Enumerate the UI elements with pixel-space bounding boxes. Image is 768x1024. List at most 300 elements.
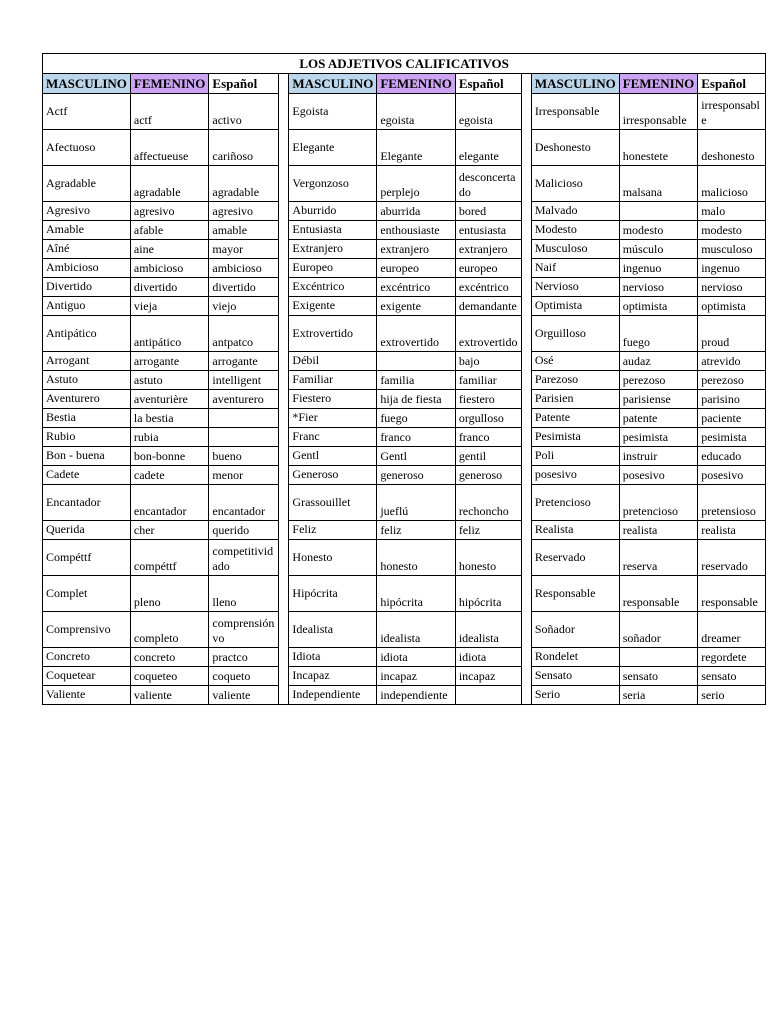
espanol-cell [209,428,279,447]
femenino-cell: generoso [377,466,456,485]
femenino-cell: arrogante [130,352,209,371]
table-row [43,278,766,297]
femenino-cell: audaz [619,352,698,371]
femenino-cell: parisiense [619,390,698,409]
espanol-cell: proud [698,316,766,352]
column-spacer [521,221,531,240]
espanol-cell: agradable [209,166,279,202]
femenino-cell: antipático [130,316,209,352]
espanol-cell: nervioso [698,278,766,297]
column-spacer [279,221,289,240]
espanol-cell: feliz [455,521,521,540]
femenino-cell: músculo [619,240,698,259]
column-spacer [521,521,531,540]
espanol-cell: responsable [698,576,766,612]
espanol-cell: encantador [209,485,279,521]
column-spacer [279,202,289,221]
masculino-cell: Concreto [43,648,131,667]
masculino-cell: Vergonzoso [289,166,377,202]
espanol-cell: malicioso [698,166,766,202]
masculino-cell: Incapaz [289,667,377,686]
column-spacer [279,576,289,612]
header-espanol: Español [698,74,766,94]
column-spacer [521,130,531,166]
column-spacer [279,667,289,686]
column-spacer [521,371,531,390]
masculino-cell: Generoso [289,466,377,485]
femenino-cell: egoista [377,94,456,130]
femenino-cell: cher [130,521,209,540]
table-row [43,612,766,648]
masculino-cell: Independiente [289,686,377,705]
table-body [43,54,766,705]
espanol-cell: gentil [455,447,521,466]
masculino-cell: Aventurero [43,390,131,409]
espanol-cell: incapaz [455,667,521,686]
espanol-cell: mayor [209,240,279,259]
masculino-cell: Pesimista [531,428,619,447]
table-row [43,686,766,705]
masculino-cell: Naif [531,259,619,278]
espanol-cell: musculoso [698,240,766,259]
femenino-cell [619,648,698,667]
espanol-cell: comprensiónvo [209,612,279,648]
femenino-cell: europeo [377,259,456,278]
masculino-cell: Sensato [531,667,619,686]
espanol-cell: perezoso [698,371,766,390]
column-spacer [521,667,531,686]
table-row [43,390,766,409]
espanol-cell: optimista [698,297,766,316]
espanol-cell: bajo [455,352,521,371]
espanol-cell: amable [209,221,279,240]
espanol-cell: querido [209,521,279,540]
femenino-cell: cadete [130,466,209,485]
masculino-cell: Entusiasta [289,221,377,240]
femenino-cell: idealista [377,612,456,648]
column-spacer [521,297,531,316]
column-spacer [521,409,531,428]
femenino-cell: instruir [619,447,698,466]
column-spacer [279,686,289,705]
masculino-cell: Valiente [43,686,131,705]
masculino-cell: Hipócrita [289,576,377,612]
femenino-cell: incapaz [377,667,456,686]
espanol-cell: orgulloso [455,409,521,428]
femenino-cell: valiente [130,686,209,705]
masculino-cell: Cadete [43,466,131,485]
espanol-cell: familiar [455,371,521,390]
column-spacer [279,94,289,130]
table-row [43,447,766,466]
table-row [43,166,766,202]
espanol-cell: pesimista [698,428,766,447]
table-row [43,352,766,371]
espanol-cell: idealista [455,612,521,648]
femenino-cell: aburrida [377,202,456,221]
column-spacer [521,648,531,667]
masculino-cell: Rubio [43,428,131,447]
espanol-cell: bored [455,202,521,221]
masculino-cell: Honesto [289,540,377,576]
masculino-cell: Modesto [531,221,619,240]
femenino-cell: extrovertido [377,316,456,352]
table-row [43,297,766,316]
column-spacer [279,130,289,166]
espanol-cell: activo [209,94,279,130]
masculino-cell: Orguilloso [531,316,619,352]
column-spacer [521,447,531,466]
femenino-cell: aventurière [130,390,209,409]
masculino-cell: Musculoso [531,240,619,259]
espanol-cell: malo [698,202,766,221]
column-spacer [279,166,289,202]
femenino-cell: responsable [619,576,698,612]
header-masculino: MASCULINO [531,74,619,94]
masculino-cell: Nervioso [531,278,619,297]
masculino-cell: Comprensivo [43,612,131,648]
masculino-cell: Actf [43,94,131,130]
table-row [43,466,766,485]
espanol-cell: rechoncho [455,485,521,521]
espanol-cell: educado [698,447,766,466]
column-spacer [279,612,289,648]
femenino-cell: irresponsable [619,94,698,130]
masculino-cell: Serio [531,686,619,705]
column-spacer [521,166,531,202]
espanol-cell: reservado [698,540,766,576]
masculino-cell: Complet [43,576,131,612]
espanol-cell: elegante [455,130,521,166]
column-spacer [521,352,531,371]
espanol-cell: sensato [698,667,766,686]
header-espanol: Español [209,74,279,94]
femenino-cell: exigente [377,297,456,316]
table-row [43,521,766,540]
espanol-cell: realista [698,521,766,540]
masculino-cell: Amable [43,221,131,240]
column-spacer [521,576,531,612]
header-masculino: MASCULINO [43,74,131,94]
column-spacer [279,371,289,390]
femenino-cell: fuego [619,316,698,352]
column-spacer [521,74,531,94]
masculino-cell: Aburrido [289,202,377,221]
masculino-cell: Osé [531,352,619,371]
column-spacer [521,240,531,259]
table-row [43,540,766,576]
column-spacer [521,316,531,352]
femenino-cell: modesto [619,221,698,240]
column-spacer [279,316,289,352]
femenino-cell: concreto [130,648,209,667]
masculino-cell: Grassouillet [289,485,377,521]
column-spacer [279,428,289,447]
column-spacer [279,297,289,316]
femenino-cell: Elegante [377,130,456,166]
masculino-cell: Reservado [531,540,619,576]
espanol-cell: arrogante [209,352,279,371]
masculino-cell: Querida [43,521,131,540]
header-espanol: Español [455,74,521,94]
masculino-cell: Optimista [531,297,619,316]
femenino-cell: completo [130,612,209,648]
femenino-cell: agresivo [130,202,209,221]
column-spacer [521,390,531,409]
masculino-cell: Egoista [289,94,377,130]
espanol-cell: egoista [455,94,521,130]
table-row [43,428,766,447]
espanol-cell: desconcertado [455,166,521,202]
table-row [43,316,766,352]
espanol-cell: idiota [455,648,521,667]
espanol-cell: valiente [209,686,279,705]
header-femenino: FEMENINO [377,74,456,94]
column-spacer [279,74,289,94]
femenino-cell: perezoso [619,371,698,390]
masculino-cell: Parisien [531,390,619,409]
masculino-cell: Patente [531,409,619,428]
masculino-cell: Elegante [289,130,377,166]
masculino-cell: Realista [531,521,619,540]
column-spacer [279,521,289,540]
espanol-cell: divertido [209,278,279,297]
table-row [43,576,766,612]
masculino-cell: Coquetear [43,667,131,686]
espanol-cell: extranjero [455,240,521,259]
espanol-cell: extrovertido [455,316,521,352]
masculino-cell: Bestia [43,409,131,428]
femenino-cell: fuego [377,409,456,428]
espanol-cell: antpatco [209,316,279,352]
espanol-cell: hipócrita [455,576,521,612]
femenino-cell: pesimista [619,428,698,447]
header-row [43,74,766,94]
masculino-cell: Exigente [289,297,377,316]
femenino-cell: afable [130,221,209,240]
column-spacer [279,540,289,576]
femenino-cell: hipócrita [377,576,456,612]
column-spacer [279,390,289,409]
espanol-cell: atrevido [698,352,766,371]
table-title: LOS ADJETIVOS CALIFICATIVOS [43,54,766,74]
table-row [43,409,766,428]
femenino-cell: honestete [619,130,698,166]
column-spacer [521,259,531,278]
espanol-cell: fiestero [455,390,521,409]
femenino-cell: la bestia [130,409,209,428]
espanol-cell: coqueto [209,667,279,686]
masculino-cell: Fiestero [289,390,377,409]
column-spacer [521,485,531,521]
column-spacer [521,466,531,485]
femenino-cell: aine [130,240,209,259]
masculino-cell: Responsable [531,576,619,612]
espanol-cell: lleno [209,576,279,612]
femenino-cell: nervioso [619,278,698,297]
table-row [43,648,766,667]
espanol-cell: demandante [455,297,521,316]
espanol-cell: cariñoso [209,130,279,166]
espanol-cell: pretensioso [698,485,766,521]
masculino-cell: Parezoso [531,371,619,390]
espanol-cell: honesto [455,540,521,576]
table-row [43,202,766,221]
masculino-cell: Gentl [289,447,377,466]
table-row [43,371,766,390]
femenino-cell: malsana [619,166,698,202]
masculino-cell: Arrogant [43,352,131,371]
masculino-cell: Familiar [289,371,377,390]
masculino-cell: Agradable [43,166,131,202]
femenino-cell: jueflú [377,485,456,521]
masculino-cell: Antipático [43,316,131,352]
column-spacer [521,686,531,705]
masculino-cell: Divertido [43,278,131,297]
femenino-cell: honesto [377,540,456,576]
femenino-cell: excéntrico [377,278,456,297]
masculino-cell: Encantador [43,485,131,521]
espanol-cell [455,686,521,705]
espanol-cell: viejo [209,297,279,316]
masculino-cell: Feliz [289,521,377,540]
espanol-cell: irresponsable [698,94,766,130]
espanol-cell: europeo [455,259,521,278]
femenino-cell: coqueteo [130,667,209,686]
femenino-cell: seria [619,686,698,705]
femenino-cell: independiente [377,686,456,705]
femenino-cell: divertido [130,278,209,297]
column-spacer [279,259,289,278]
femenino-cell: encantador [130,485,209,521]
table-row [43,130,766,166]
femenino-cell: hija de fiesta [377,390,456,409]
table-row [43,259,766,278]
femenino-cell: affectueuse [130,130,209,166]
masculino-cell: Compéttf [43,540,131,576]
column-spacer [521,612,531,648]
masculino-cell: Malicioso [531,166,619,202]
femenino-cell: perplejo [377,166,456,202]
espanol-cell: serio [698,686,766,705]
masculino-cell: Pretencioso [531,485,619,521]
masculino-cell: Deshonesto [531,130,619,166]
femenino-cell: feliz [377,521,456,540]
espanol-cell: entusiasta [455,221,521,240]
femenino-cell: ambicioso [130,259,209,278]
column-spacer [521,202,531,221]
espanol-cell: posesivo [698,466,766,485]
femenino-cell: familia [377,371,456,390]
table-row [43,221,766,240]
femenino-cell: agradable [130,166,209,202]
masculino-cell: Débil [289,352,377,371]
masculino-cell: Idealista [289,612,377,648]
espanol-cell: generoso [455,466,521,485]
masculino-cell: Afectuoso [43,130,131,166]
femenino-cell: vieja [130,297,209,316]
femenino-cell: rubia [130,428,209,447]
espanol-cell: practco [209,648,279,667]
femenino-cell: optimista [619,297,698,316]
espanol-cell: aventurero [209,390,279,409]
espanol-cell: competitividado [209,540,279,576]
espanol-cell: ingenuo [698,259,766,278]
column-spacer [521,94,531,130]
column-spacer [279,278,289,297]
femenino-cell [619,202,698,221]
masculino-cell: Antiguo [43,297,131,316]
masculino-cell: Soñador [531,612,619,648]
table-row [43,94,766,130]
femenino-cell: patente [619,409,698,428]
femenino-cell: compéttf [130,540,209,576]
masculino-cell: Idiota [289,648,377,667]
header-femenino: FEMENINO [619,74,698,94]
espanol-cell: deshonesto [698,130,766,166]
femenino-cell: bon-bonne [130,447,209,466]
table-row [43,485,766,521]
femenino-cell: reserva [619,540,698,576]
masculino-cell: Ambicioso [43,259,131,278]
masculino-cell: Excéntrico [289,278,377,297]
column-spacer [279,240,289,259]
masculino-cell: Malvado [531,202,619,221]
table-row [43,667,766,686]
espanol-cell: regordete [698,648,766,667]
masculino-cell: Extranjero [289,240,377,259]
femenino-cell: sensato [619,667,698,686]
masculino-cell: Aîné [43,240,131,259]
column-spacer [279,466,289,485]
masculino-cell: Astuto [43,371,131,390]
femenino-cell: posesivo [619,466,698,485]
espanol-cell: paciente [698,409,766,428]
femenino-cell: extranjero [377,240,456,259]
masculino-cell: Rondelet [531,648,619,667]
column-spacer [279,409,289,428]
masculino-cell: Irresponsable [531,94,619,130]
femenino-cell: soñador [619,612,698,648]
espanol-cell: agresivo [209,202,279,221]
espanol-cell: ambicioso [209,259,279,278]
femenino-cell: pleno [130,576,209,612]
femenino-cell: realista [619,521,698,540]
table-row [43,240,766,259]
femenino-cell: ingenuo [619,259,698,278]
masculino-cell: posesivo [531,466,619,485]
masculino-cell: Extrovertido [289,316,377,352]
femenino-cell [377,352,456,371]
title-row [43,54,766,74]
header-femenino: FEMENINO [130,74,209,94]
espanol-cell: excéntrico [455,278,521,297]
masculino-cell: Europeo [289,259,377,278]
masculino-cell: Agresivo [43,202,131,221]
column-spacer [521,278,531,297]
espanol-cell: modesto [698,221,766,240]
column-spacer [279,648,289,667]
masculino-cell: Bon - buena [43,447,131,466]
column-spacer [521,540,531,576]
espanol-cell: bueno [209,447,279,466]
femenino-cell: franco [377,428,456,447]
femenino-cell: actf [130,94,209,130]
masculino-cell: *Fier [289,409,377,428]
espanol-cell: menor [209,466,279,485]
masculino-cell: Franc [289,428,377,447]
femenino-cell: enthousiaste [377,221,456,240]
